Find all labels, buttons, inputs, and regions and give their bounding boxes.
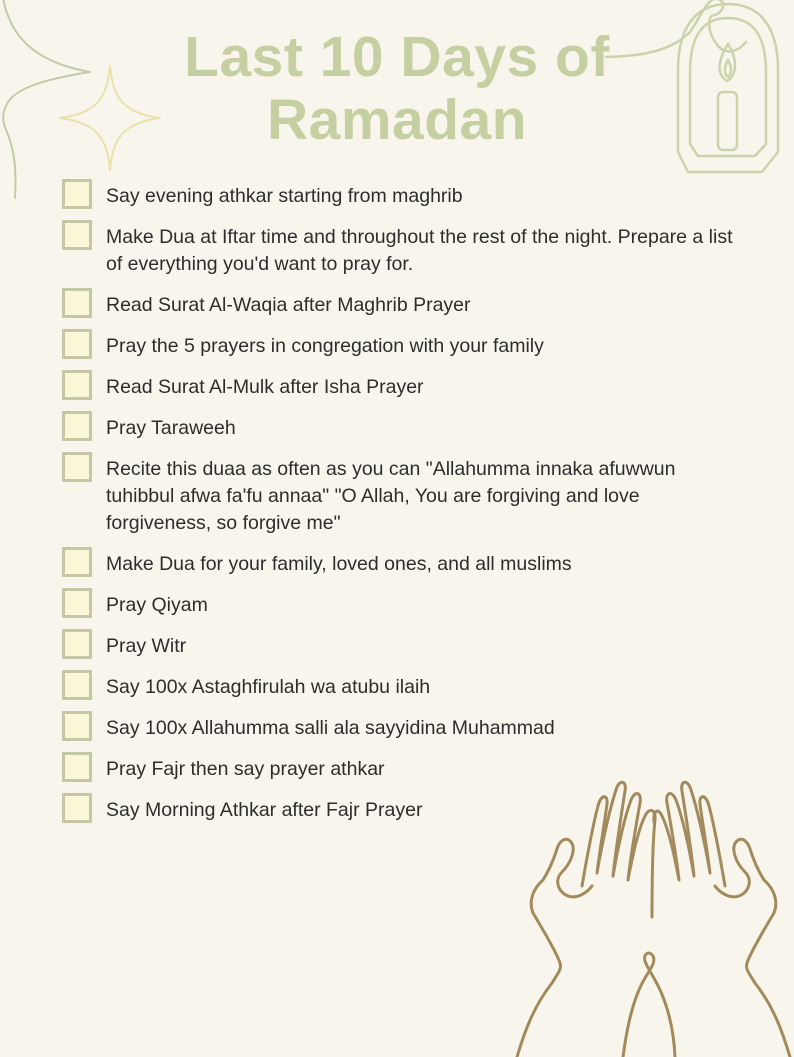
checklist-item bbox=[62, 588, 752, 619]
checklist-item-label: Recite this duaa as often as you can "Allahumma innaka afuwwun tuhibbul afwa fa'fu annaa" "O Allah, You are forgiving and love forgiveness, so forgive me" bbox=[106, 458, 676, 534]
checkbox[interactable] bbox=[62, 547, 92, 577]
checklist-item bbox=[62, 370, 752, 401]
checklist-item bbox=[62, 288, 752, 319]
checklist-item-label: Pray Qiyam bbox=[106, 594, 208, 616]
checklist-item-label: Say Morning Athkar after Fajr Prayer bbox=[106, 799, 423, 821]
page-title-line1: Last 10 Days of bbox=[184, 25, 610, 89]
checklist-item bbox=[62, 752, 752, 783]
checklist-item-label: Make Dua at Iftar time and throughout the rest of the night. Prepare a list of everything you'd want to pray for. bbox=[106, 226, 733, 275]
checklist-item-label: Say 100x Astaghfirulah wa atubu ilaih bbox=[106, 676, 431, 698]
checklist-item bbox=[62, 670, 752, 701]
checkbox[interactable] bbox=[62, 711, 92, 741]
checkbox[interactable] bbox=[62, 629, 92, 659]
checkbox[interactable] bbox=[62, 588, 92, 618]
checklist-item-label: Make Dua for your family, loved ones, and all muslims bbox=[106, 553, 572, 575]
checklist-item-label: Pray the 5 prayers in congregation with your family bbox=[106, 335, 544, 357]
page-title-line2: Ramadan bbox=[266, 88, 528, 152]
checklist-item-label: Pray Taraweeh bbox=[106, 417, 236, 439]
checkbox[interactable] bbox=[62, 793, 92, 823]
checkbox[interactable] bbox=[62, 288, 92, 318]
checkbox[interactable] bbox=[62, 179, 92, 209]
checklist-item bbox=[62, 220, 752, 278]
checkbox[interactable] bbox=[62, 370, 92, 400]
checklist-item bbox=[62, 547, 752, 578]
checklist-item bbox=[62, 711, 752, 742]
checklist bbox=[62, 179, 752, 834]
checklist-item bbox=[62, 329, 752, 360]
checkbox[interactable] bbox=[62, 329, 92, 359]
checklist-item bbox=[62, 793, 752, 824]
checkbox[interactable] bbox=[62, 452, 92, 482]
checkbox[interactable] bbox=[62, 752, 92, 782]
page-title bbox=[0, 26, 794, 152]
checklist-item-label: Read Surat Al-Waqia after Maghrib Prayer bbox=[106, 294, 471, 316]
checklist-item-label: Say evening athkar starting from maghrib bbox=[106, 185, 463, 207]
checkbox[interactable] bbox=[62, 411, 92, 441]
checkbox[interactable] bbox=[62, 220, 92, 250]
checklist-item bbox=[62, 452, 752, 537]
checklist-item-label: Read Surat Al-Mulk after Isha Prayer bbox=[106, 376, 424, 398]
checklist-item bbox=[62, 179, 752, 210]
checklist-item bbox=[62, 411, 752, 442]
checklist-item bbox=[62, 629, 752, 660]
checklist-item-label: Pray Fajr then say prayer athkar bbox=[106, 758, 385, 780]
checklist-item-label: Pray Witr bbox=[106, 635, 187, 657]
checklist-item-label: Say 100x Allahumma salli ala sayyidina Muhammad bbox=[106, 717, 555, 739]
checkbox[interactable] bbox=[62, 670, 92, 700]
